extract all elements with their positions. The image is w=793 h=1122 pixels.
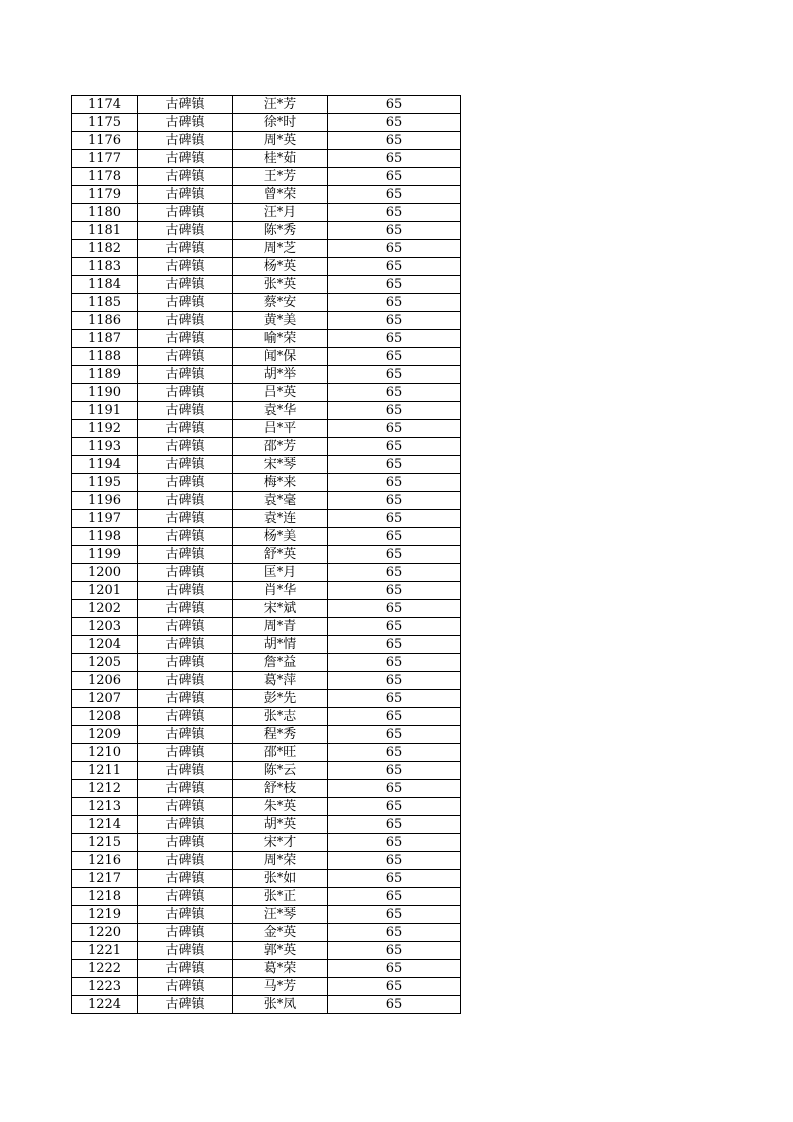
name-cell: 袁*毫 xyxy=(233,492,328,510)
table-row xyxy=(72,384,461,402)
name-cell: 汪*琴 xyxy=(233,906,328,924)
table-row xyxy=(72,870,461,888)
amount-cell: 65 xyxy=(328,816,461,834)
name-cell: 詹*益 xyxy=(233,654,328,672)
amount-cell: 65 xyxy=(328,564,461,582)
row-number-cell: 1196 xyxy=(72,492,138,510)
row-number-cell: 1224 xyxy=(72,996,138,1014)
name-cell: 黄*美 xyxy=(233,312,328,330)
amount-cell: 65 xyxy=(328,402,461,420)
table-row xyxy=(72,726,461,744)
name-cell: 舒*英 xyxy=(233,546,328,564)
town-cell: 古碑镇 xyxy=(138,816,233,834)
amount-cell: 65 xyxy=(328,654,461,672)
name-cell: 肖*华 xyxy=(233,582,328,600)
town-cell: 古碑镇 xyxy=(138,726,233,744)
town-cell: 古碑镇 xyxy=(138,402,233,420)
town-cell: 古碑镇 xyxy=(138,204,233,222)
amount-cell: 65 xyxy=(328,204,461,222)
row-number-cell: 1187 xyxy=(72,330,138,348)
amount-cell: 65 xyxy=(328,294,461,312)
row-number-cell: 1194 xyxy=(72,456,138,474)
name-cell: 葛*荣 xyxy=(233,960,328,978)
town-cell: 古碑镇 xyxy=(138,690,233,708)
row-number-cell: 1200 xyxy=(72,564,138,582)
town-cell: 古碑镇 xyxy=(138,384,233,402)
amount-cell: 65 xyxy=(328,636,461,654)
name-cell: 葛*萍 xyxy=(233,672,328,690)
town-cell: 古碑镇 xyxy=(138,618,233,636)
name-cell: 邵*旺 xyxy=(233,744,328,762)
name-cell: 朱*英 xyxy=(233,798,328,816)
name-cell: 周*青 xyxy=(233,618,328,636)
town-cell: 古碑镇 xyxy=(138,132,233,150)
town-cell: 古碑镇 xyxy=(138,834,233,852)
town-cell: 古碑镇 xyxy=(138,582,233,600)
town-cell: 古碑镇 xyxy=(138,510,233,528)
name-cell: 桂*茹 xyxy=(233,150,328,168)
table-row xyxy=(72,366,461,384)
name-cell: 周*芝 xyxy=(233,240,328,258)
row-number-cell: 1214 xyxy=(72,816,138,834)
amount-cell: 65 xyxy=(328,762,461,780)
amount-cell: 65 xyxy=(328,708,461,726)
row-number-cell: 1179 xyxy=(72,186,138,204)
town-cell: 古碑镇 xyxy=(138,600,233,618)
town-cell: 古碑镇 xyxy=(138,150,233,168)
town-cell: 古碑镇 xyxy=(138,996,233,1014)
name-cell: 金*英 xyxy=(233,924,328,942)
row-number-cell: 1186 xyxy=(72,312,138,330)
amount-cell: 65 xyxy=(328,582,461,600)
name-cell: 宋*斌 xyxy=(233,600,328,618)
table-row xyxy=(72,330,461,348)
table-row xyxy=(72,906,461,924)
row-number-cell: 1219 xyxy=(72,906,138,924)
table-row xyxy=(72,798,461,816)
name-cell: 马*芳 xyxy=(233,978,328,996)
town-cell: 古碑镇 xyxy=(138,798,233,816)
town-cell: 古碑镇 xyxy=(138,672,233,690)
row-number-cell: 1213 xyxy=(72,798,138,816)
name-cell: 郭*英 xyxy=(233,942,328,960)
town-cell: 古碑镇 xyxy=(138,906,233,924)
name-cell: 汪*月 xyxy=(233,204,328,222)
name-cell: 邵*芳 xyxy=(233,438,328,456)
name-cell: 张*正 xyxy=(233,888,328,906)
town-cell: 古碑镇 xyxy=(138,780,233,798)
row-number-cell: 1174 xyxy=(72,96,138,114)
town-cell: 古碑镇 xyxy=(138,276,233,294)
name-cell: 胡*情 xyxy=(233,636,328,654)
amount-cell: 65 xyxy=(328,852,461,870)
table-row xyxy=(72,204,461,222)
table-row xyxy=(72,942,461,960)
town-cell: 古碑镇 xyxy=(138,240,233,258)
name-cell: 程*秀 xyxy=(233,726,328,744)
table-row xyxy=(72,168,461,186)
amount-cell: 65 xyxy=(328,240,461,258)
row-number-cell: 1216 xyxy=(72,852,138,870)
row-number-cell: 1178 xyxy=(72,168,138,186)
amount-cell: 65 xyxy=(328,258,461,276)
table-row xyxy=(72,528,461,546)
name-cell: 王*芳 xyxy=(233,168,328,186)
row-number-cell: 1222 xyxy=(72,960,138,978)
town-cell: 古碑镇 xyxy=(138,348,233,366)
table-row xyxy=(72,744,461,762)
row-number-cell: 1195 xyxy=(72,474,138,492)
table-row xyxy=(72,816,461,834)
amount-cell: 65 xyxy=(328,438,461,456)
town-cell: 古碑镇 xyxy=(138,492,233,510)
row-number-cell: 1215 xyxy=(72,834,138,852)
name-cell: 徐*时 xyxy=(233,114,328,132)
row-number-cell: 1197 xyxy=(72,510,138,528)
table-row xyxy=(72,546,461,564)
name-cell: 舒*枝 xyxy=(233,780,328,798)
row-number-cell: 1205 xyxy=(72,654,138,672)
town-cell: 古碑镇 xyxy=(138,366,233,384)
row-number-cell: 1192 xyxy=(72,420,138,438)
amount-cell: 65 xyxy=(328,276,461,294)
table-row xyxy=(72,618,461,636)
town-cell: 古碑镇 xyxy=(138,420,233,438)
table-row xyxy=(72,240,461,258)
name-cell: 张*英 xyxy=(233,276,328,294)
amount-cell: 65 xyxy=(328,960,461,978)
amount-cell: 65 xyxy=(328,528,461,546)
town-cell: 古碑镇 xyxy=(138,258,233,276)
row-number-cell: 1206 xyxy=(72,672,138,690)
amount-cell: 65 xyxy=(328,168,461,186)
name-cell: 曾*荣 xyxy=(233,186,328,204)
name-cell: 张*凤 xyxy=(233,996,328,1014)
table-row xyxy=(72,600,461,618)
table-row xyxy=(72,708,461,726)
name-cell: 吕*平 xyxy=(233,420,328,438)
town-cell: 古碑镇 xyxy=(138,528,233,546)
town-cell: 古碑镇 xyxy=(138,762,233,780)
name-cell: 陈*秀 xyxy=(233,222,328,240)
table-row xyxy=(72,996,461,1014)
table-row xyxy=(72,456,461,474)
town-cell: 古碑镇 xyxy=(138,114,233,132)
town-cell: 古碑镇 xyxy=(138,564,233,582)
amount-cell: 65 xyxy=(328,978,461,996)
row-number-cell: 1218 xyxy=(72,888,138,906)
name-cell: 周*英 xyxy=(233,132,328,150)
town-cell: 古碑镇 xyxy=(138,924,233,942)
amount-cell: 65 xyxy=(328,96,461,114)
name-cell: 匡*月 xyxy=(233,564,328,582)
amount-cell: 65 xyxy=(328,690,461,708)
town-cell: 古碑镇 xyxy=(138,852,233,870)
row-number-cell: 1203 xyxy=(72,618,138,636)
table-row xyxy=(72,780,461,798)
row-number-cell: 1221 xyxy=(72,942,138,960)
row-number-cell: 1184 xyxy=(72,276,138,294)
amount-cell: 65 xyxy=(328,330,461,348)
name-cell: 梅*来 xyxy=(233,474,328,492)
row-number-cell: 1201 xyxy=(72,582,138,600)
table-row xyxy=(72,294,461,312)
town-cell: 古碑镇 xyxy=(138,960,233,978)
table-row xyxy=(72,258,461,276)
row-number-cell: 1211 xyxy=(72,762,138,780)
table-row xyxy=(72,690,461,708)
town-cell: 古碑镇 xyxy=(138,888,233,906)
amount-cell: 65 xyxy=(328,114,461,132)
table-row xyxy=(72,150,461,168)
row-number-cell: 1199 xyxy=(72,546,138,564)
row-number-cell: 1208 xyxy=(72,708,138,726)
row-number-cell: 1183 xyxy=(72,258,138,276)
row-number-cell: 1175 xyxy=(72,114,138,132)
name-cell: 蔡*安 xyxy=(233,294,328,312)
row-number-cell: 1181 xyxy=(72,222,138,240)
town-cell: 古碑镇 xyxy=(138,456,233,474)
town-cell: 古碑镇 xyxy=(138,978,233,996)
row-number-cell: 1190 xyxy=(72,384,138,402)
table-row xyxy=(72,582,461,600)
row-number-cell: 1180 xyxy=(72,204,138,222)
name-cell: 杨*美 xyxy=(233,528,328,546)
amount-cell: 65 xyxy=(328,744,461,762)
name-cell: 周*荣 xyxy=(233,852,328,870)
amount-cell: 65 xyxy=(328,348,461,366)
town-cell: 古碑镇 xyxy=(138,222,233,240)
amount-cell: 65 xyxy=(328,924,461,942)
name-cell: 吕*英 xyxy=(233,384,328,402)
row-number-cell: 1209 xyxy=(72,726,138,744)
table-row xyxy=(72,888,461,906)
name-cell: 胡*举 xyxy=(233,366,328,384)
town-cell: 古碑镇 xyxy=(138,636,233,654)
amount-cell: 65 xyxy=(328,492,461,510)
table-row xyxy=(72,420,461,438)
amount-cell: 65 xyxy=(328,672,461,690)
row-number-cell: 1189 xyxy=(72,366,138,384)
town-cell: 古碑镇 xyxy=(138,870,233,888)
amount-cell: 65 xyxy=(328,798,461,816)
name-cell: 陈*云 xyxy=(233,762,328,780)
amount-cell: 65 xyxy=(328,384,461,402)
row-number-cell: 1177 xyxy=(72,150,138,168)
table-row xyxy=(72,348,461,366)
name-cell: 宋*琴 xyxy=(233,456,328,474)
table-row xyxy=(72,564,461,582)
name-cell: 汪*芳 xyxy=(233,96,328,114)
table-row xyxy=(72,222,461,240)
row-number-cell: 1202 xyxy=(72,600,138,618)
town-cell: 古碑镇 xyxy=(138,438,233,456)
row-number-cell: 1210 xyxy=(72,744,138,762)
amount-cell: 65 xyxy=(328,150,461,168)
town-cell: 古碑镇 xyxy=(138,168,233,186)
table-row xyxy=(72,960,461,978)
town-cell: 古碑镇 xyxy=(138,546,233,564)
name-cell: 胡*英 xyxy=(233,816,328,834)
table-row xyxy=(72,402,461,420)
name-cell: 袁*华 xyxy=(233,402,328,420)
town-cell: 古碑镇 xyxy=(138,708,233,726)
table-row xyxy=(72,978,461,996)
table-row xyxy=(72,672,461,690)
town-cell: 古碑镇 xyxy=(138,330,233,348)
table-row xyxy=(72,762,461,780)
row-number-cell: 1191 xyxy=(72,402,138,420)
amount-cell: 65 xyxy=(328,420,461,438)
table-row xyxy=(72,636,461,654)
data-table xyxy=(71,95,461,1014)
town-cell: 古碑镇 xyxy=(138,312,233,330)
town-cell: 古碑镇 xyxy=(138,96,233,114)
town-cell: 古碑镇 xyxy=(138,474,233,492)
table-row xyxy=(72,186,461,204)
amount-cell: 65 xyxy=(328,456,461,474)
amount-cell: 65 xyxy=(328,312,461,330)
table-row xyxy=(72,132,461,150)
name-cell: 彭*先 xyxy=(233,690,328,708)
amount-cell: 65 xyxy=(328,366,461,384)
amount-cell: 65 xyxy=(328,600,461,618)
amount-cell: 65 xyxy=(328,618,461,636)
name-cell: 袁*连 xyxy=(233,510,328,528)
table-row xyxy=(72,438,461,456)
amount-cell: 65 xyxy=(328,474,461,492)
table-row xyxy=(72,96,461,114)
name-cell: 闻*保 xyxy=(233,348,328,366)
table-row xyxy=(72,312,461,330)
amount-cell: 65 xyxy=(328,780,461,798)
row-number-cell: 1217 xyxy=(72,870,138,888)
table-row xyxy=(72,114,461,132)
name-cell: 张*如 xyxy=(233,870,328,888)
row-number-cell: 1188 xyxy=(72,348,138,366)
amount-cell: 65 xyxy=(328,870,461,888)
amount-cell: 65 xyxy=(328,132,461,150)
amount-cell: 65 xyxy=(328,186,461,204)
table-row xyxy=(72,834,461,852)
name-cell: 张*志 xyxy=(233,708,328,726)
table-row xyxy=(72,492,461,510)
row-number-cell: 1182 xyxy=(72,240,138,258)
amount-cell: 65 xyxy=(328,726,461,744)
town-cell: 古碑镇 xyxy=(138,942,233,960)
table-row xyxy=(72,654,461,672)
amount-cell: 65 xyxy=(328,546,461,564)
town-cell: 古碑镇 xyxy=(138,654,233,672)
table-row xyxy=(72,924,461,942)
row-number-cell: 1204 xyxy=(72,636,138,654)
row-number-cell: 1207 xyxy=(72,690,138,708)
table-body xyxy=(72,96,461,1014)
table-row xyxy=(72,852,461,870)
amount-cell: 65 xyxy=(328,906,461,924)
name-cell: 宋*才 xyxy=(233,834,328,852)
table-row xyxy=(72,510,461,528)
town-cell: 古碑镇 xyxy=(138,744,233,762)
row-number-cell: 1176 xyxy=(72,132,138,150)
row-number-cell: 1185 xyxy=(72,294,138,312)
amount-cell: 65 xyxy=(328,888,461,906)
amount-cell: 65 xyxy=(328,834,461,852)
amount-cell: 65 xyxy=(328,510,461,528)
row-number-cell: 1193 xyxy=(72,438,138,456)
amount-cell: 65 xyxy=(328,996,461,1014)
row-number-cell: 1223 xyxy=(72,978,138,996)
name-cell: 杨*英 xyxy=(233,258,328,276)
table-row xyxy=(72,474,461,492)
name-cell: 喻*荣 xyxy=(233,330,328,348)
row-number-cell: 1198 xyxy=(72,528,138,546)
row-number-cell: 1220 xyxy=(72,924,138,942)
town-cell: 古碑镇 xyxy=(138,294,233,312)
amount-cell: 65 xyxy=(328,222,461,240)
row-number-cell: 1212 xyxy=(72,780,138,798)
town-cell: 古碑镇 xyxy=(138,186,233,204)
table-row xyxy=(72,276,461,294)
amount-cell: 65 xyxy=(328,942,461,960)
